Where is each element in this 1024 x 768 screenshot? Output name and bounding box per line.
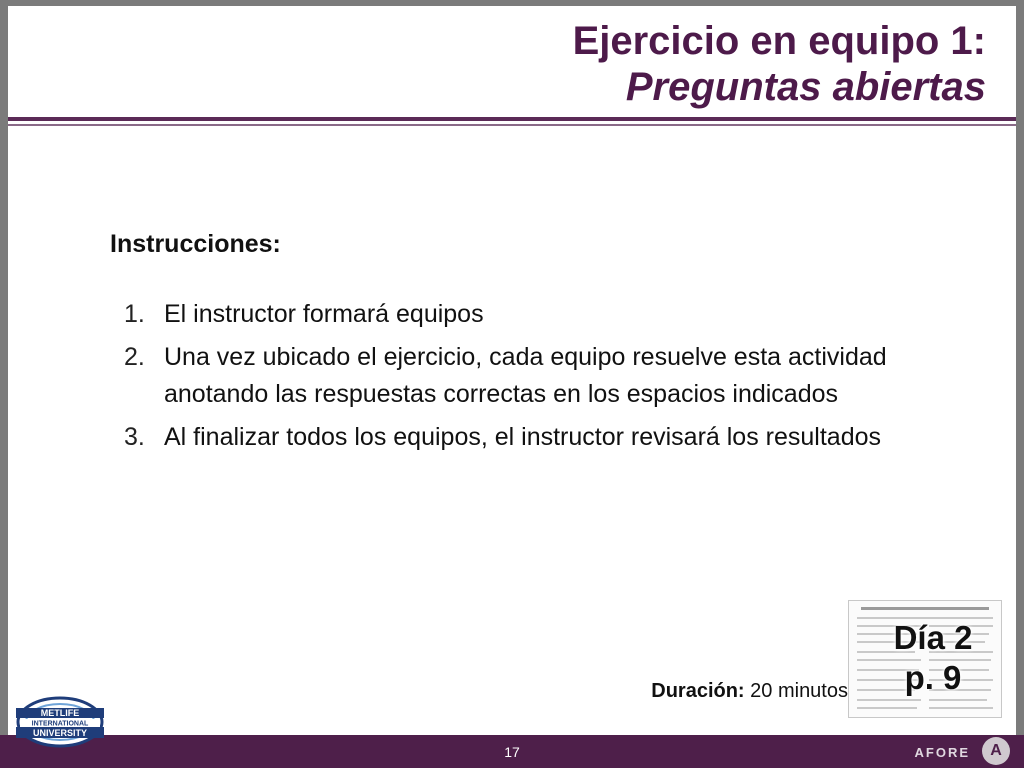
list-item-text: Una vez ubicado el ejercicio, cada equipo resuelve esta actividad anotando las respuestas correctas en los espacios indicados — [164, 343, 887, 408]
list-item-number: 2. — [124, 343, 145, 371]
reference-day: Día 2 — [893, 619, 973, 656]
instructions-list — [124, 296, 904, 462]
reference-page: p. 9 — [904, 659, 962, 696]
duration-value: 20 minutos — [750, 680, 848, 702]
title-line-2: Preguntas abiertas — [625, 65, 986, 109]
list-item — [124, 419, 904, 456]
instructions-heading: Instrucciones: — [110, 230, 281, 258]
metlife-university-logo — [12, 696, 108, 748]
svg-text:METLIFE: METLIFE — [40, 708, 80, 718]
title-divider — [8, 117, 1016, 121]
svg-text:UNIVERSITY: UNIVERSITY — [32, 728, 88, 738]
afore-logo-icon: A — [982, 737, 1010, 765]
afore-brand: AFORE — [914, 745, 970, 760]
page-number: 17 — [504, 744, 520, 760]
title-divider-thin — [8, 124, 1016, 126]
workbook-reference — [880, 618, 986, 698]
list-item-number: 3. — [124, 423, 145, 451]
list-item-text: Al finalizar todos los equipos, el instructor revisará los resultados — [164, 423, 882, 451]
list-item-number: 1. — [124, 300, 145, 328]
slide-title — [573, 18, 986, 110]
list-item-text: El instructor formará equipos — [164, 300, 484, 328]
title-line-1: Ejercicio en equipo 1: — [572, 19, 986, 63]
list-item — [124, 339, 904, 413]
duration-label: Duración: — [651, 680, 745, 702]
duration — [651, 680, 848, 703]
svg-text:INTERNATIONAL: INTERNATIONAL — [31, 720, 89, 728]
list-item — [124, 296, 904, 333]
